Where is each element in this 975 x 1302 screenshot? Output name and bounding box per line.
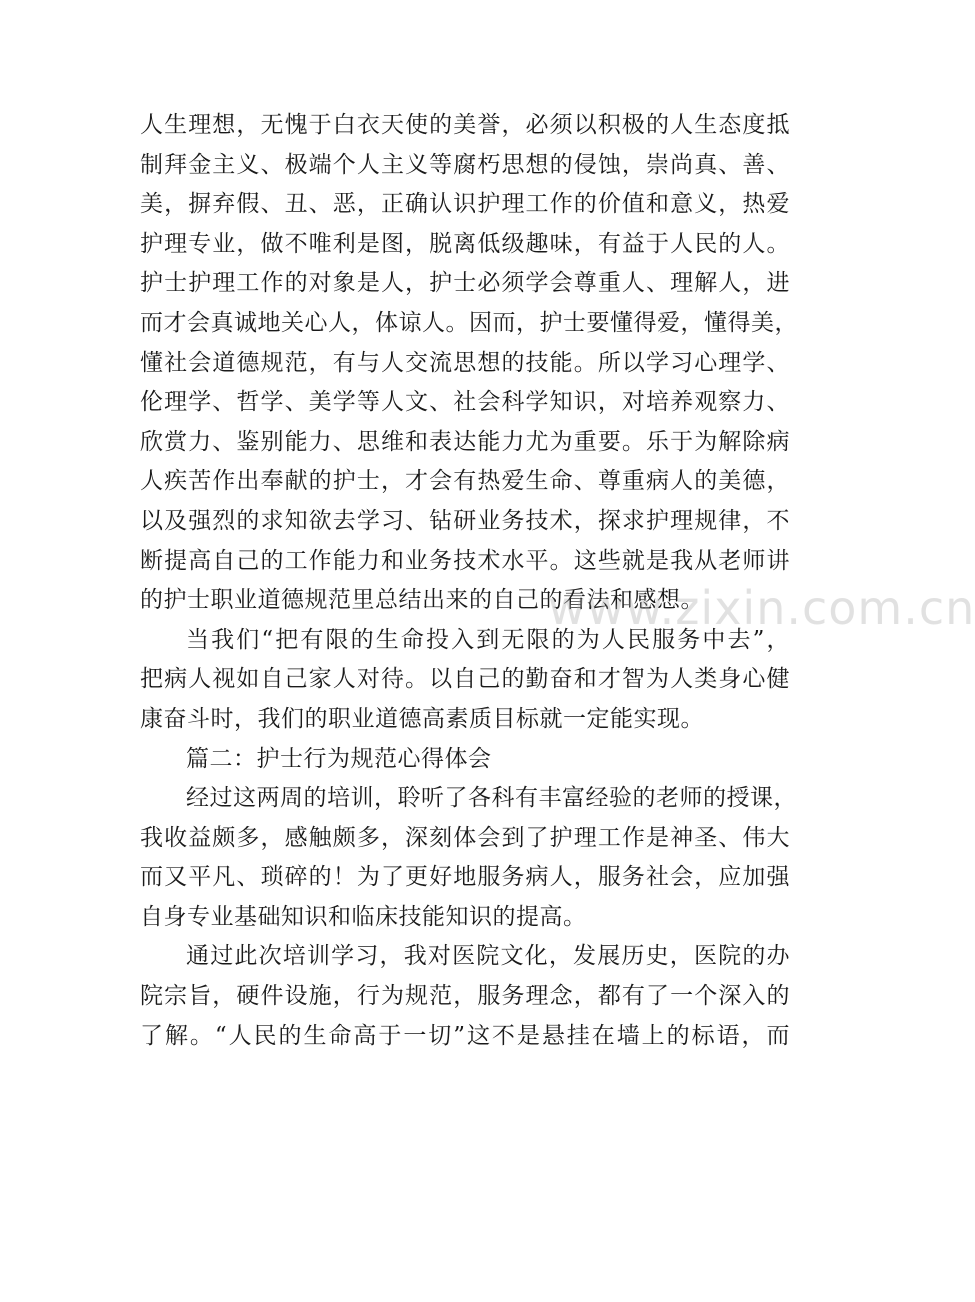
text-line: 懂社会道德规范，有与人交流思想的技能。所以学习心理学、 [140,349,790,376]
text-line: 而才会真诚地关心人，体谅人。因而，护士要懂得爱，懂得美， [140,309,798,336]
text-line: 的护士职业道德规范里总结出来的自己的看法和感想。 [140,587,704,614]
watermark: www.zixin.com.cn [548,581,975,635]
text-line: 人疾苦作出奉献的护士，才会有热爱生命、尊重病人的美德， [140,468,790,495]
text-line: 了解。“人民的生命高于一切”这不是悬挂在墙上的标语，而 [140,1022,790,1049]
text-line: 以及强烈的求知欲去学习、钻研业务技术，探求护理规律，不 [140,507,790,534]
text-line: 美，摒弃假、丑、恶，正确认识护理工作的价值和意义，热爱 [140,191,790,218]
text-line: 伦理学、哲学、美学等人文、社会科学知识，对培养观察力、 [140,389,790,416]
text-line: 院宗旨，硬件设施，行为规范，服务理念，都有了一个深入的 [140,983,790,1010]
text-line: 人生理想，无愧于白衣天使的美誉，必须以积极的人生态度抵 [140,112,790,138]
text-line: 制拜金主义、极端个人主义等腐朽思想的侵蚀，崇尚真、善、 [140,151,790,178]
text-line: 我收益颇多，感触颇多，深刻体会到了护理工作是神圣、伟大 [140,824,790,851]
text-line: 欣赏力、鉴别能力、思维和表达能力尤为重要。乐于为解除病 [140,428,790,455]
text-line: 把病人视如自己家人对待。以自己的勤奋和才智为人类身心健 [140,666,790,693]
text-line: 护士护理工作的对象是人，护士必须学会尊重人、理解人，进 [140,270,790,297]
paragraph-start-line: 通过此次培训学习，我对医院文化，发展历史，医院的办 [186,943,790,970]
paragraph-start-line: 当我们“把有限的生命投入到无限的为人民服务中去”， [186,626,790,653]
text-line: 康奋斗时，我们的职业道德高素质目标就一定能实现。 [140,705,704,732]
section-heading: 篇二：护士行为规范心得体会 [186,745,492,772]
text-line: 而又平凡、琐碎的！为了更好地服务病人，服务社会，应加强 [140,864,790,891]
text-line: 断提高自己的工作能力和业务技术水平。这些就是我从老师讲 [140,547,790,574]
document-body [140,106,798,1056]
paragraph-start-line: 经过这两周的培训，聆听了各科有丰富经验的老师的授课， [186,785,797,812]
text-line: 护理专业，做不唯利是图，脱离低级趣味，有益于人民的人。 [140,230,790,257]
text-line: 自身专业基础知识和临床技能知识的提高。 [140,903,587,930]
